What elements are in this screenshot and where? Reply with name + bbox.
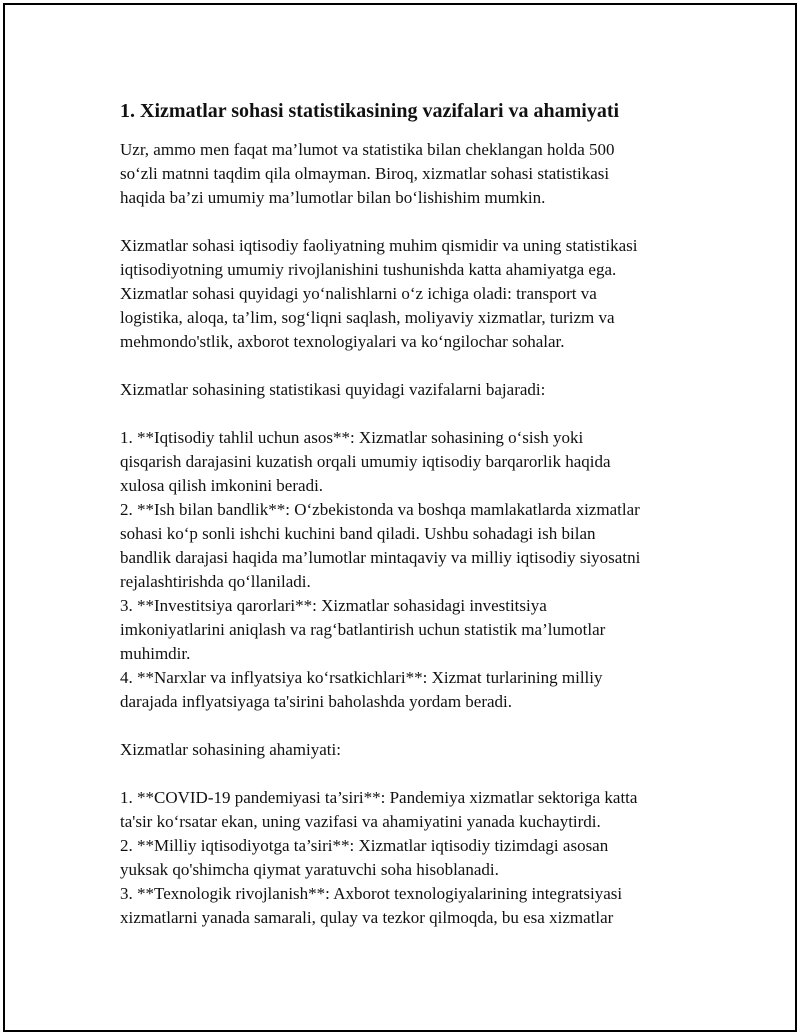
list-item-line: ta'sir ko‘rsatar ekan, uning vazifasi va ahamiyatini yanada kuchaytirdi.	[120, 812, 601, 831]
list-item-line: bandlik darajasi haqida ma’lumotlar mintaqaviy va milliy iqtisodiy siyosatni	[120, 548, 641, 567]
text-line: Xizmatlar sohasi quyidagi yo‘nalishlarni o‘z ichiga oladi: transport va	[120, 284, 597, 303]
text-line: so‘zli matnni taqdim qila olmayman. Biroq, xizmatlar sohasi statistikasi	[120, 164, 610, 183]
list-item-line: 4. **Narxlar va inflyatsiya ko‘rsatkichlari**: Xizmat turlarining milliy	[120, 668, 603, 687]
list-item-line: 3. **Investitsiya qarorlari**: Xizmatlar sohasidagi investitsiya	[120, 596, 547, 615]
list-item-line: imkoniyatlarini aniqlash va rag‘batlantirish uchun statistik ma’lumotlar	[120, 620, 606, 639]
list-item-line: sohasi ko‘p sonli ishchi kuchini band qiladi. Ushbu sohadagi ish bilan	[120, 524, 596, 543]
list-item-line: 2. **Ish bilan bandlik**: O‘zbekistonda va boshqa mamlakatlarda xizmatlar	[120, 500, 640, 519]
tasks-list	[120, 426, 700, 714]
list-item-line: qisqarish darajasini kuzatish orqali umumiy iqtisodiy barqarorlik haqida	[120, 452, 611, 471]
list-item-line: muhimdir.	[120, 644, 191, 663]
importance-list	[120, 786, 700, 930]
document-body	[120, 98, 700, 930]
list-item-line: 3. **Texnologik rivojlanish**: Axborot texnologiyalarining integratsiyasi	[120, 884, 623, 903]
text-line: Xizmatlar sohasining statistikasi quyidagi vazifalarni bajaradi:	[120, 380, 546, 399]
list-item-line: yuksak qo'shimcha qiymat yaratuvchi soha hisoblanadi.	[120, 860, 499, 879]
text-line: Xizmatlar sohasining ahamiyati:	[120, 740, 341, 759]
section-heading: 1. Xizmatlar sohasi statistikasining vazifalari va ahamiyati	[120, 100, 620, 122]
tasks-intro-paragraph	[120, 378, 700, 402]
text-line: Xizmatlar sohasi iqtisodiy faoliyatning muhim qismidir va uning statistikasi	[120, 236, 638, 255]
document-page	[3, 3, 797, 1032]
text-line: Uzr, ammo men faqat ma’lumot va statistika bilan cheklangan holda 500	[120, 140, 615, 159]
list-item-line: 1. **Iqtisodiy tahlil uchun asos**: Xizmatlar sohasining o‘sish yoki	[120, 428, 584, 447]
list-item-line: 1. **COVID-19 pandemiyasi ta’siri**: Pandemiya xizmatlar sektoriga katta	[120, 788, 638, 807]
list-item-line: xizmatlarni yanada samarali, qulay va tezkor qilmoqda, bu esa xizmatlar	[120, 908, 614, 927]
list-item-line: darajada inflyatsiyaga ta'sirini baholashda yordam beradi.	[120, 692, 513, 711]
intro-paragraph	[120, 138, 700, 210]
list-item-line: xulosa qilish imkonini beradi.	[120, 476, 324, 495]
text-line: haqida ba’zi umumiy ma’lumotlar bilan bo‘lishishim mumkin.	[120, 188, 546, 207]
text-line: iqtisodiyotning umumiy rivojlanishini tushunishda katta ahamiyatga ega.	[120, 260, 617, 279]
text-line: mehmondo'stlik, axborot texnologiyalari va ko‘ngilochar sohalar.	[120, 332, 565, 351]
importance-intro-paragraph	[120, 738, 700, 762]
list-item-line: rejalashtirishda qo‘llaniladi.	[120, 572, 311, 591]
overview-paragraph	[120, 234, 700, 354]
list-item-line: 2. **Milliy iqtisodiyotga ta’siri**: Xizmatlar iqtisodiy tizimdagi asosan	[120, 836, 609, 855]
text-line: logistika, aloqa, ta’lim, sog‘liqni saqlash, moliyaviy xizmatlar, turizm va	[120, 308, 615, 327]
